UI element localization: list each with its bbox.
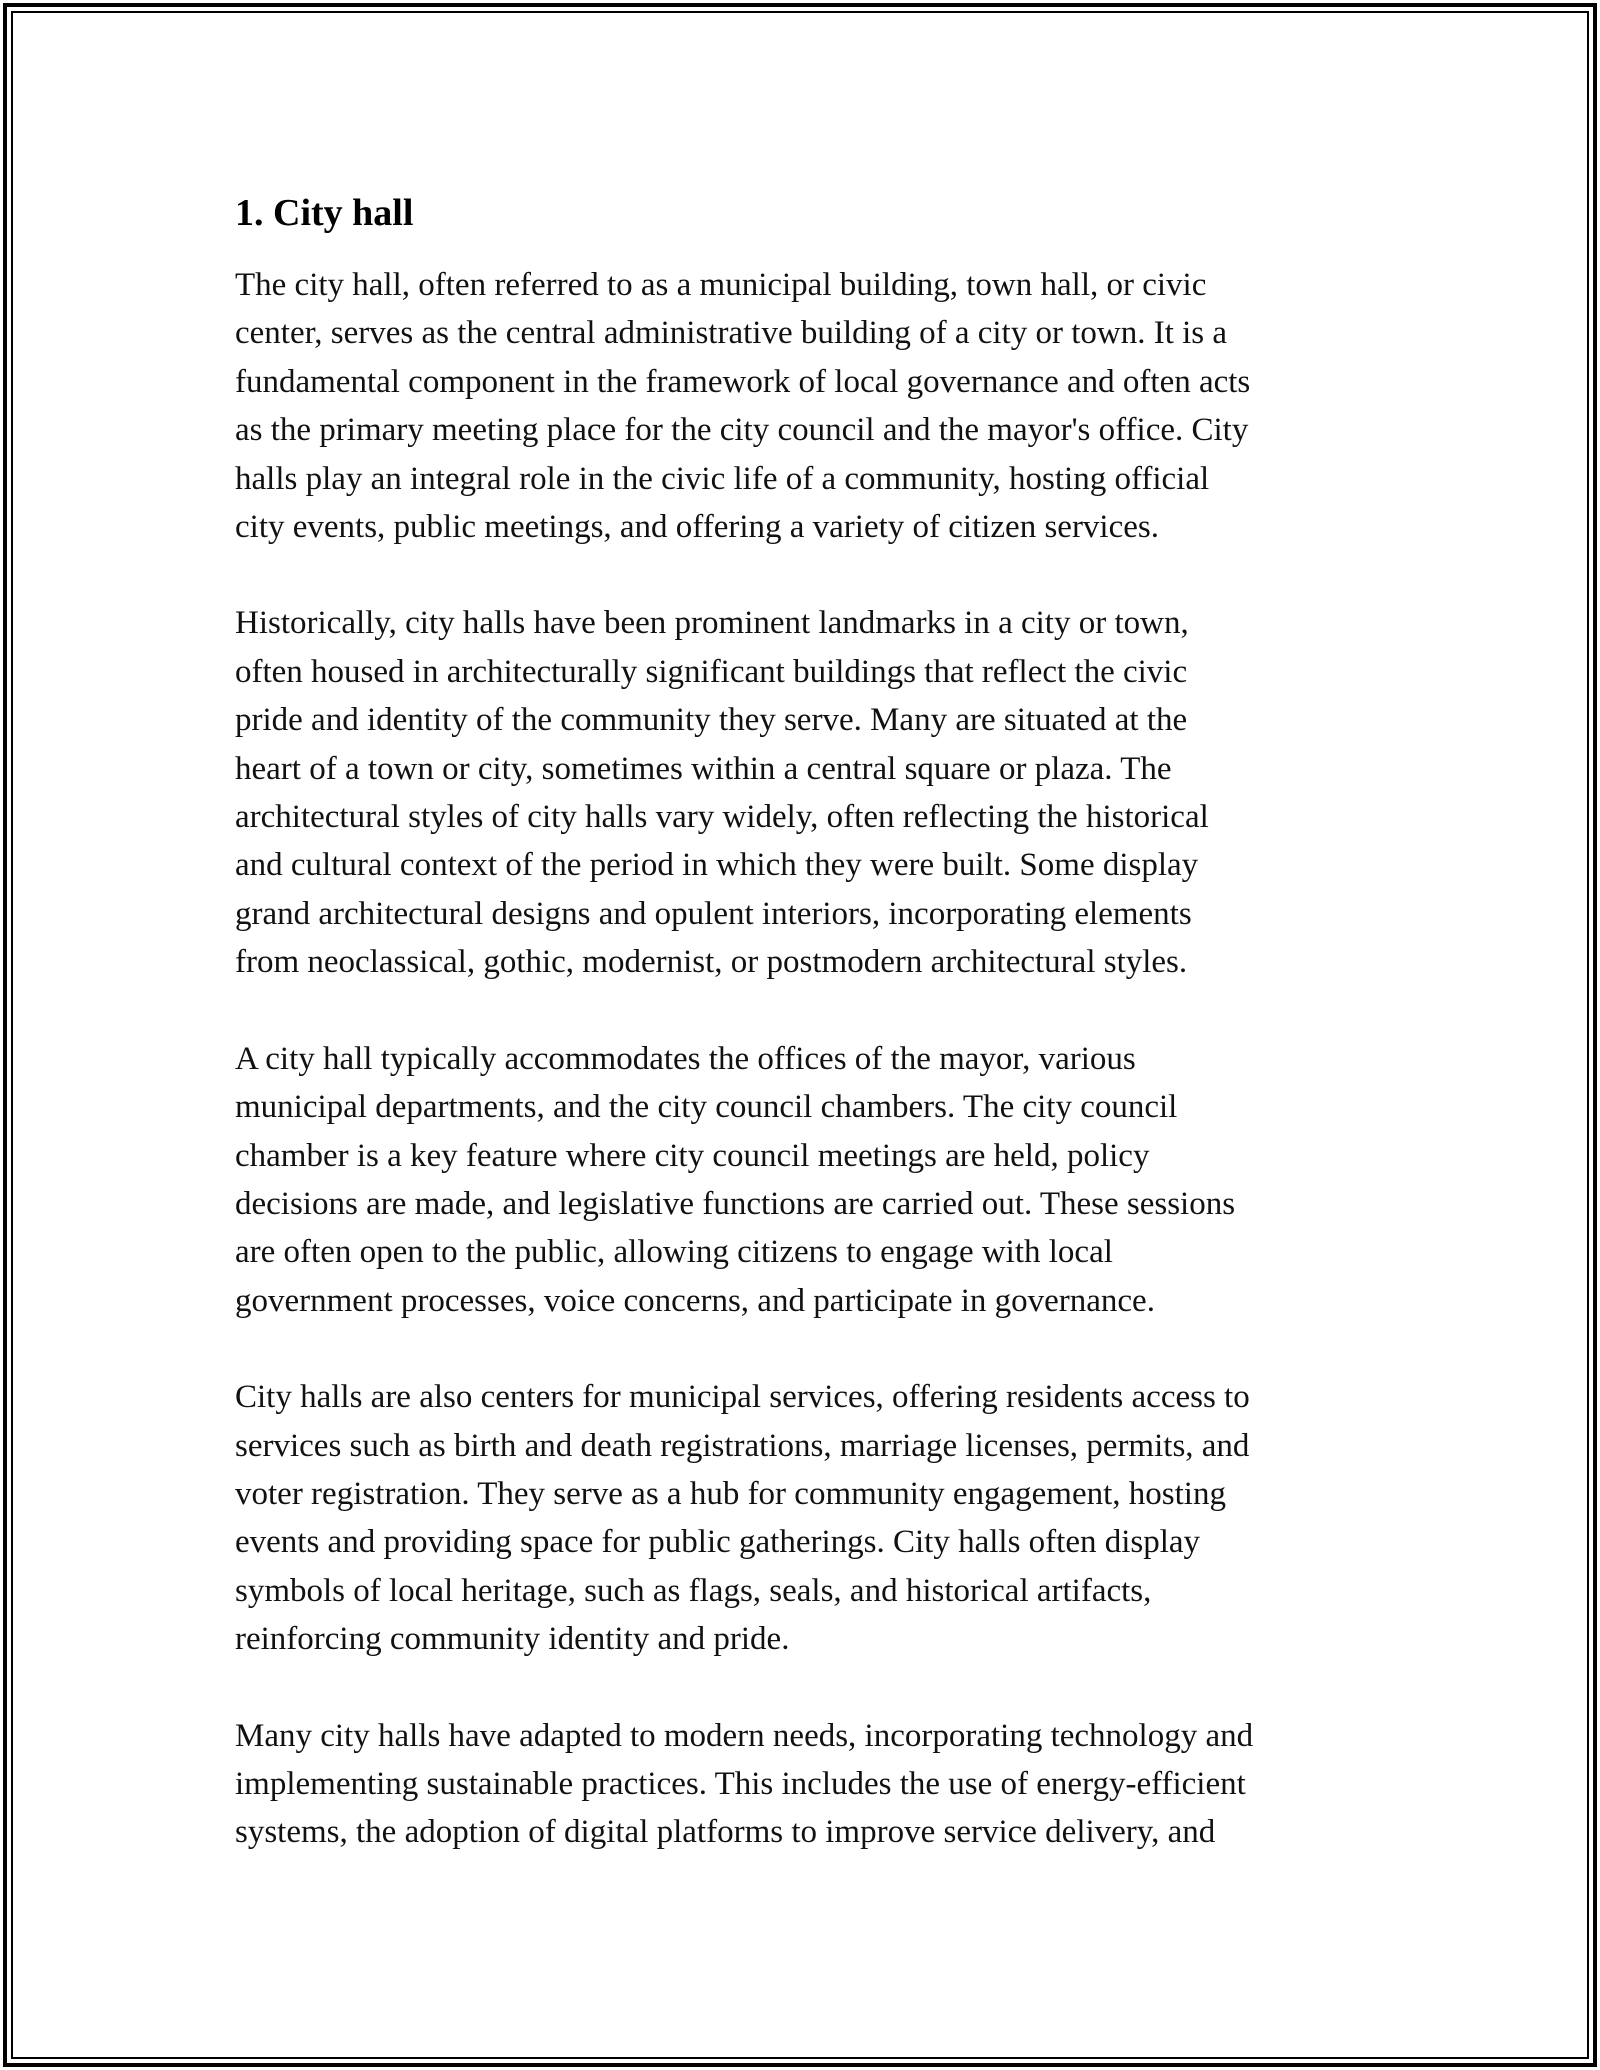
paragraph-3: A city hall typically accommodates the offices of the mayor, various municipal departments, and the city council chambers. The city council chamber is a key feature where city council meetings are held, policy decisions are made, and legislative functions are carried out. These sessions are often open to the public, allowing citizens to engage with local government processes, voice concerns, and participate in governance.: [235, 1040, 1236, 1319]
paragraph-5: Many city halls have adapted to modern needs, incorporating technology and implementing sustainable practices. This includes the use of energy-efficient systems, the adoption of digital platforms to improve service delivery, and: [235, 1717, 1254, 1851]
document-body: [235, 185, 1385, 1905]
paragraph-2: Historically, city halls have been prominent landmarks in a city or town, often housed in architecturally significant buildings that reflect the civic pride and identity of the community they serve. Many are situated at the heart of a town or city, sometimes within a central square or plaza. The architectural styles of city halls vary widely, often reflecting the historical and cultural context of the period in which they were built. Some display grand architectural designs and opulent interiors, incorporating elements from neoclassical, gothic, modernist, or postmodern architectural styles.: [235, 605, 1209, 981]
section-heading: 1. City hall: [235, 192, 414, 234]
paragraph-1: The city hall, often referred to as a municipal building, town hall, or civic center, serves as the central administrative building of a city or town. It is a fundamental component in the framework of local governance and often acts as the primary meeting place for the city council and the mayor's office. City halls play an integral role in the civic life of a community, hosting official city events, public meetings, and offering a variety of citizen services.: [235, 267, 1251, 546]
paragraph-4: City halls are also centers for municipal services, offering residents access to services such as birth and death registrations, marriage licenses, permits, and voter registration. They serve as a hub for community engagement, hosting events and providing space for public gatherings. City halls often display symbols of local heritage, such as flags, seals, and historical artifacts, reinforcing community identity and pride.: [235, 1379, 1250, 1658]
